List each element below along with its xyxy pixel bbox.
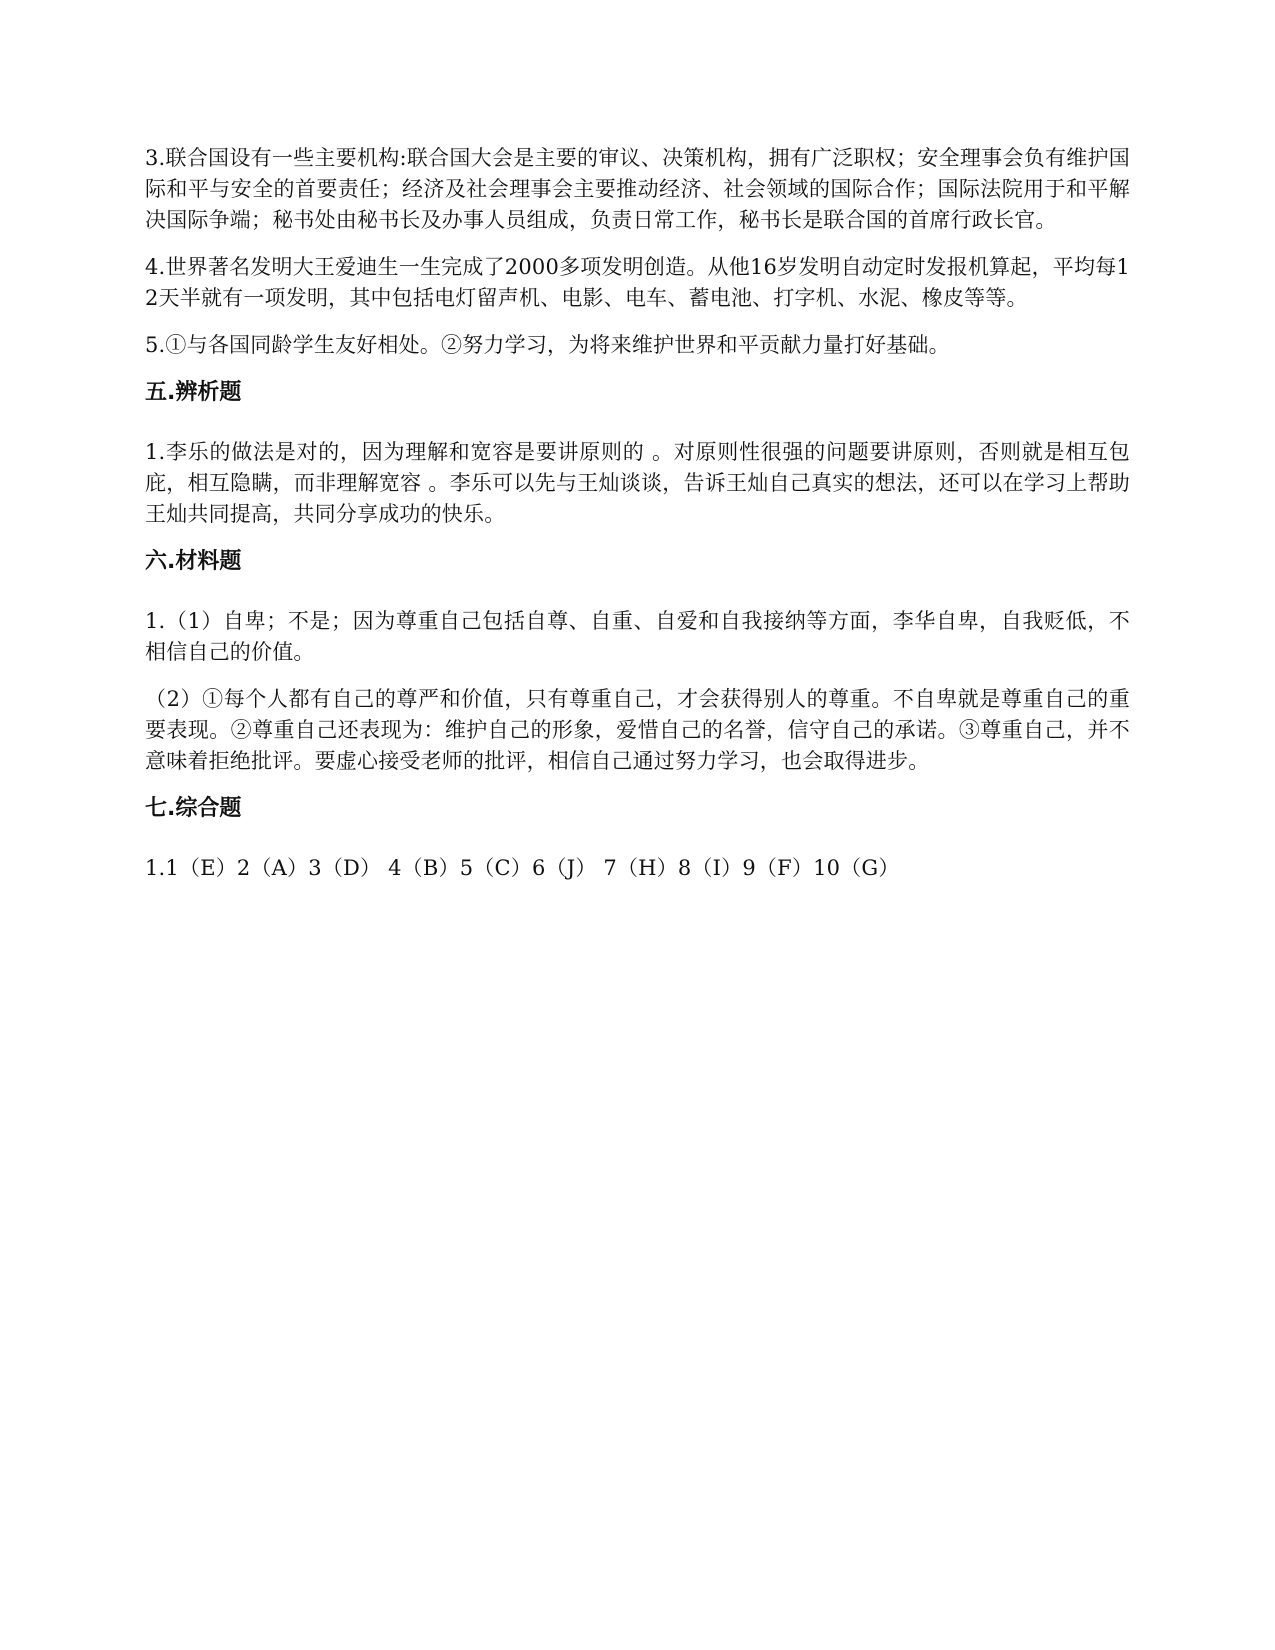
section-heading-comprehensive: 七.综合题	[145, 796, 242, 821]
analysis-answer-1: 1.李乐的做法是对的，因为理解和宽容是要讲原则的 。对原则性很强的问题要讲原则，否则就是相互包庇，相互隐瞒，而非理解宽容 。李乐可以先与王灿谈谈，告诉王灿自己真实的想法，还可以在学习上帮助王灿共同提高，共同分享成功的快乐。	[145, 440, 1130, 526]
document-page	[145, 143, 1130, 900]
comprehensive-answer-1: 1.1（E）2（A）3（D） 4（B）5（C）6（J） 7（H）8（I）9（F）10（G）	[145, 856, 900, 880]
material-answer-1: 1.（1）自卑；不是；因为尊重自己包括自尊、自重、自爱和自我接纳等方面，李华自卑，自我贬低，不相信自己的价值。	[145, 609, 1130, 664]
answer-4: 4.世界著名发明大王爱迪生一生完成了2000多项发明创造。从他16岁发明自动定时发报机算起，平均每12天半就有一项发明，其中包括电灯留声机、电影、电车、蓄电池、打字机、水泥、橡皮等等。	[145, 255, 1130, 310]
section-heading-analysis: 五.辨析题	[145, 380, 242, 405]
material-answer-2: （2）①每个人都有自己的尊严和价值，只有尊重自己，才会获得别人的尊重。不自卑就是尊重自己的重要表现。②尊重自己还表现为：维护自己的形象，爱惜自己的名誉，信守自己的承诺。③尊重自己，并不意味着拒绝批评。要虚心接受老师的批评，相信自己通过努力学习，也会取得进步。	[145, 687, 1130, 773]
answer-3: 3.联合国设有一些主要机构:联合国大会是主要的审议、决策机构，拥有广泛职权；安全理事会负有维护国际和平与安全的首要责任；经济及社会理事会主要推动经济、社会领域的国际合作；国际法院用于和平解决国际争端；秘书处由秘书长及办事人员组成，负责日常工作，秘书长是联合国的首席行政长官。	[145, 146, 1130, 232]
answer-5: 5.①与各国同龄学生友好相处。②努力学习，为将来维护世界和平贡献力量打好基础。	[145, 333, 950, 357]
section-heading-material: 六.材料题	[145, 549, 242, 574]
